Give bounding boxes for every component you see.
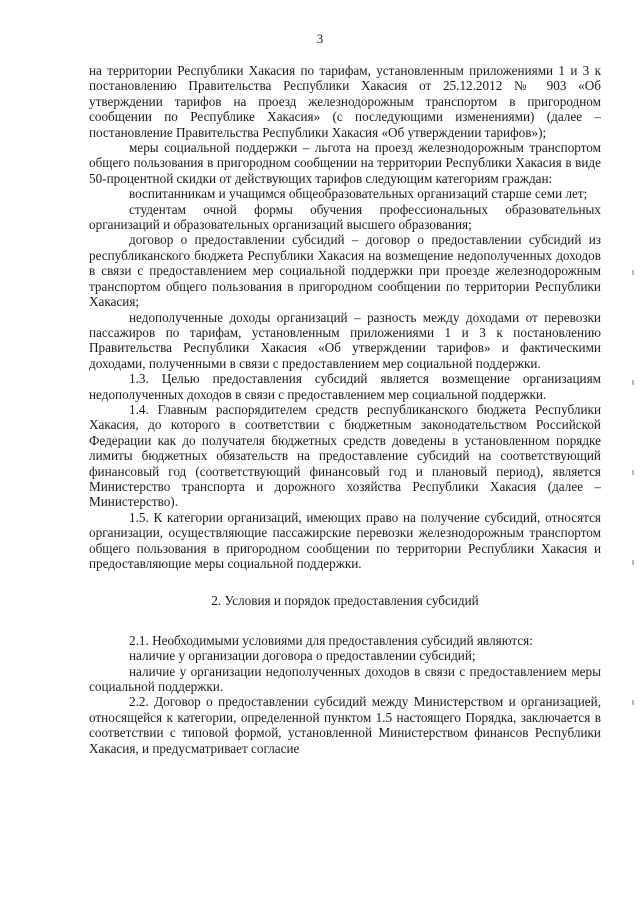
paragraph-subsidy-agreement: договор о предоставлении субсидий – договор о предоставлении субсидий из республиканского бюджета Республики Хакасия на возмещение недополученных доходов в связи с предоставлением мер социальной поддержки при проезде железнодорожным транспортом общего пользования в пригородном сообщении по территории Республики Хакасия; (89, 232, 601, 310)
scan-edge-mark (632, 470, 634, 475)
scan-edge-mark (632, 700, 634, 705)
scan-edge-mark (632, 560, 634, 565)
paragraph-social-support: меры социальной поддержки – льгота на проезд железнодорожным транспортом общего пользования в пригородном сообщении на территории Республики Хакасия в виде 50-процентной скидки от действующих тарифов следующим категориям граждан: (89, 140, 601, 186)
document-body (89, 63, 601, 756)
section-heading: 2. Условия и порядок предоставления субсидий (211, 593, 479, 609)
paragraph-condition-income: наличие у организации недополученных доходов в связи с предоставлением меры социальной поддержки. (89, 663, 601, 695)
scan-edge-mark (632, 380, 634, 385)
scan-edge-mark (632, 270, 634, 275)
paragraph-condition-agreement: наличие у организации договора о предоставлении субсидий; (129, 648, 476, 664)
page-number: 3 (316, 31, 324, 46)
paragraph-1-5: 1.5. К категории организаций, имеющих право на получение субсидий, относятся организации, осуществляющие пассажирские перевозки железнодорожным транспортом общего пользования в пригородном сообщении по территории Республики Хакасия и предоставляющие меры социальной поддержки. (89, 509, 601, 571)
paragraph-lost-income: недополученные доходы организаций – разность между доходами от перевозки пассажиров по тарифам, установленным приложениями 1 и 3 к постановлению Правительства Республики Хакасия «Об утверждении тарифов» и фактическими доходами, полученными в связи с предоставлением мер социальной поддержки. (89, 309, 601, 371)
paragraph-continuation: на территории Республики Хакасия по тарифам, установленным приложениями 1 и 3 к постановлению Правительства Республики Хакасия от 25.12.2012 № 903 «Об утверждении тарифов на проезд железнодорожным транспортом в пригородном сообщении по Республике Хакасия» (с последующими изменениями) (далее – постановление Правительства Республики Хакасия «Об утверждении тарифов»); (89, 63, 601, 140)
paragraph-2-2: 2.2. Договор о предоставлении субсидий между Министерством и организацией, относящейся к категории, определенной пунктом 1.5 настоящего Порядка, заключается в соответствии с типовой формой, установленной Министерством финансов Республики Хакасия, и предусматривает согласие (89, 694, 601, 756)
paragraph-2-1: 2.1. Необходимыми условиями для предоставления субсидий являются: (129, 632, 533, 648)
paragraph-students: студентам очной формы обучения профессиональных образовательных организаций и образовательных организаций высшего образования; (89, 201, 601, 233)
paragraph-1-4: 1.4. Главным распорядителем средств республиканского бюджета Республики Хакасия, до которого в соответствии с бюджетным законодательством Российской Федерации как до получателя бюджетных средств доведены в установленном порядке лимиты бюджетных обязательств на предоставление субсидий на соответствующий финансовый год (соответствующий финансовый год и плановый период), является Министерство транспорта и дорожного хозяйства Республики Хакасия (далее – Министерство). (89, 401, 601, 510)
paragraph-pupils: воспитанникам и учащимся общеобразовательных организаций старше семи лет; (129, 186, 588, 202)
paragraph-1-3: 1.3. Целью предоставления субсидий является возмещение организациям недополученных доходов в связи с предоставлением мер социальной поддержки. (89, 371, 601, 402)
